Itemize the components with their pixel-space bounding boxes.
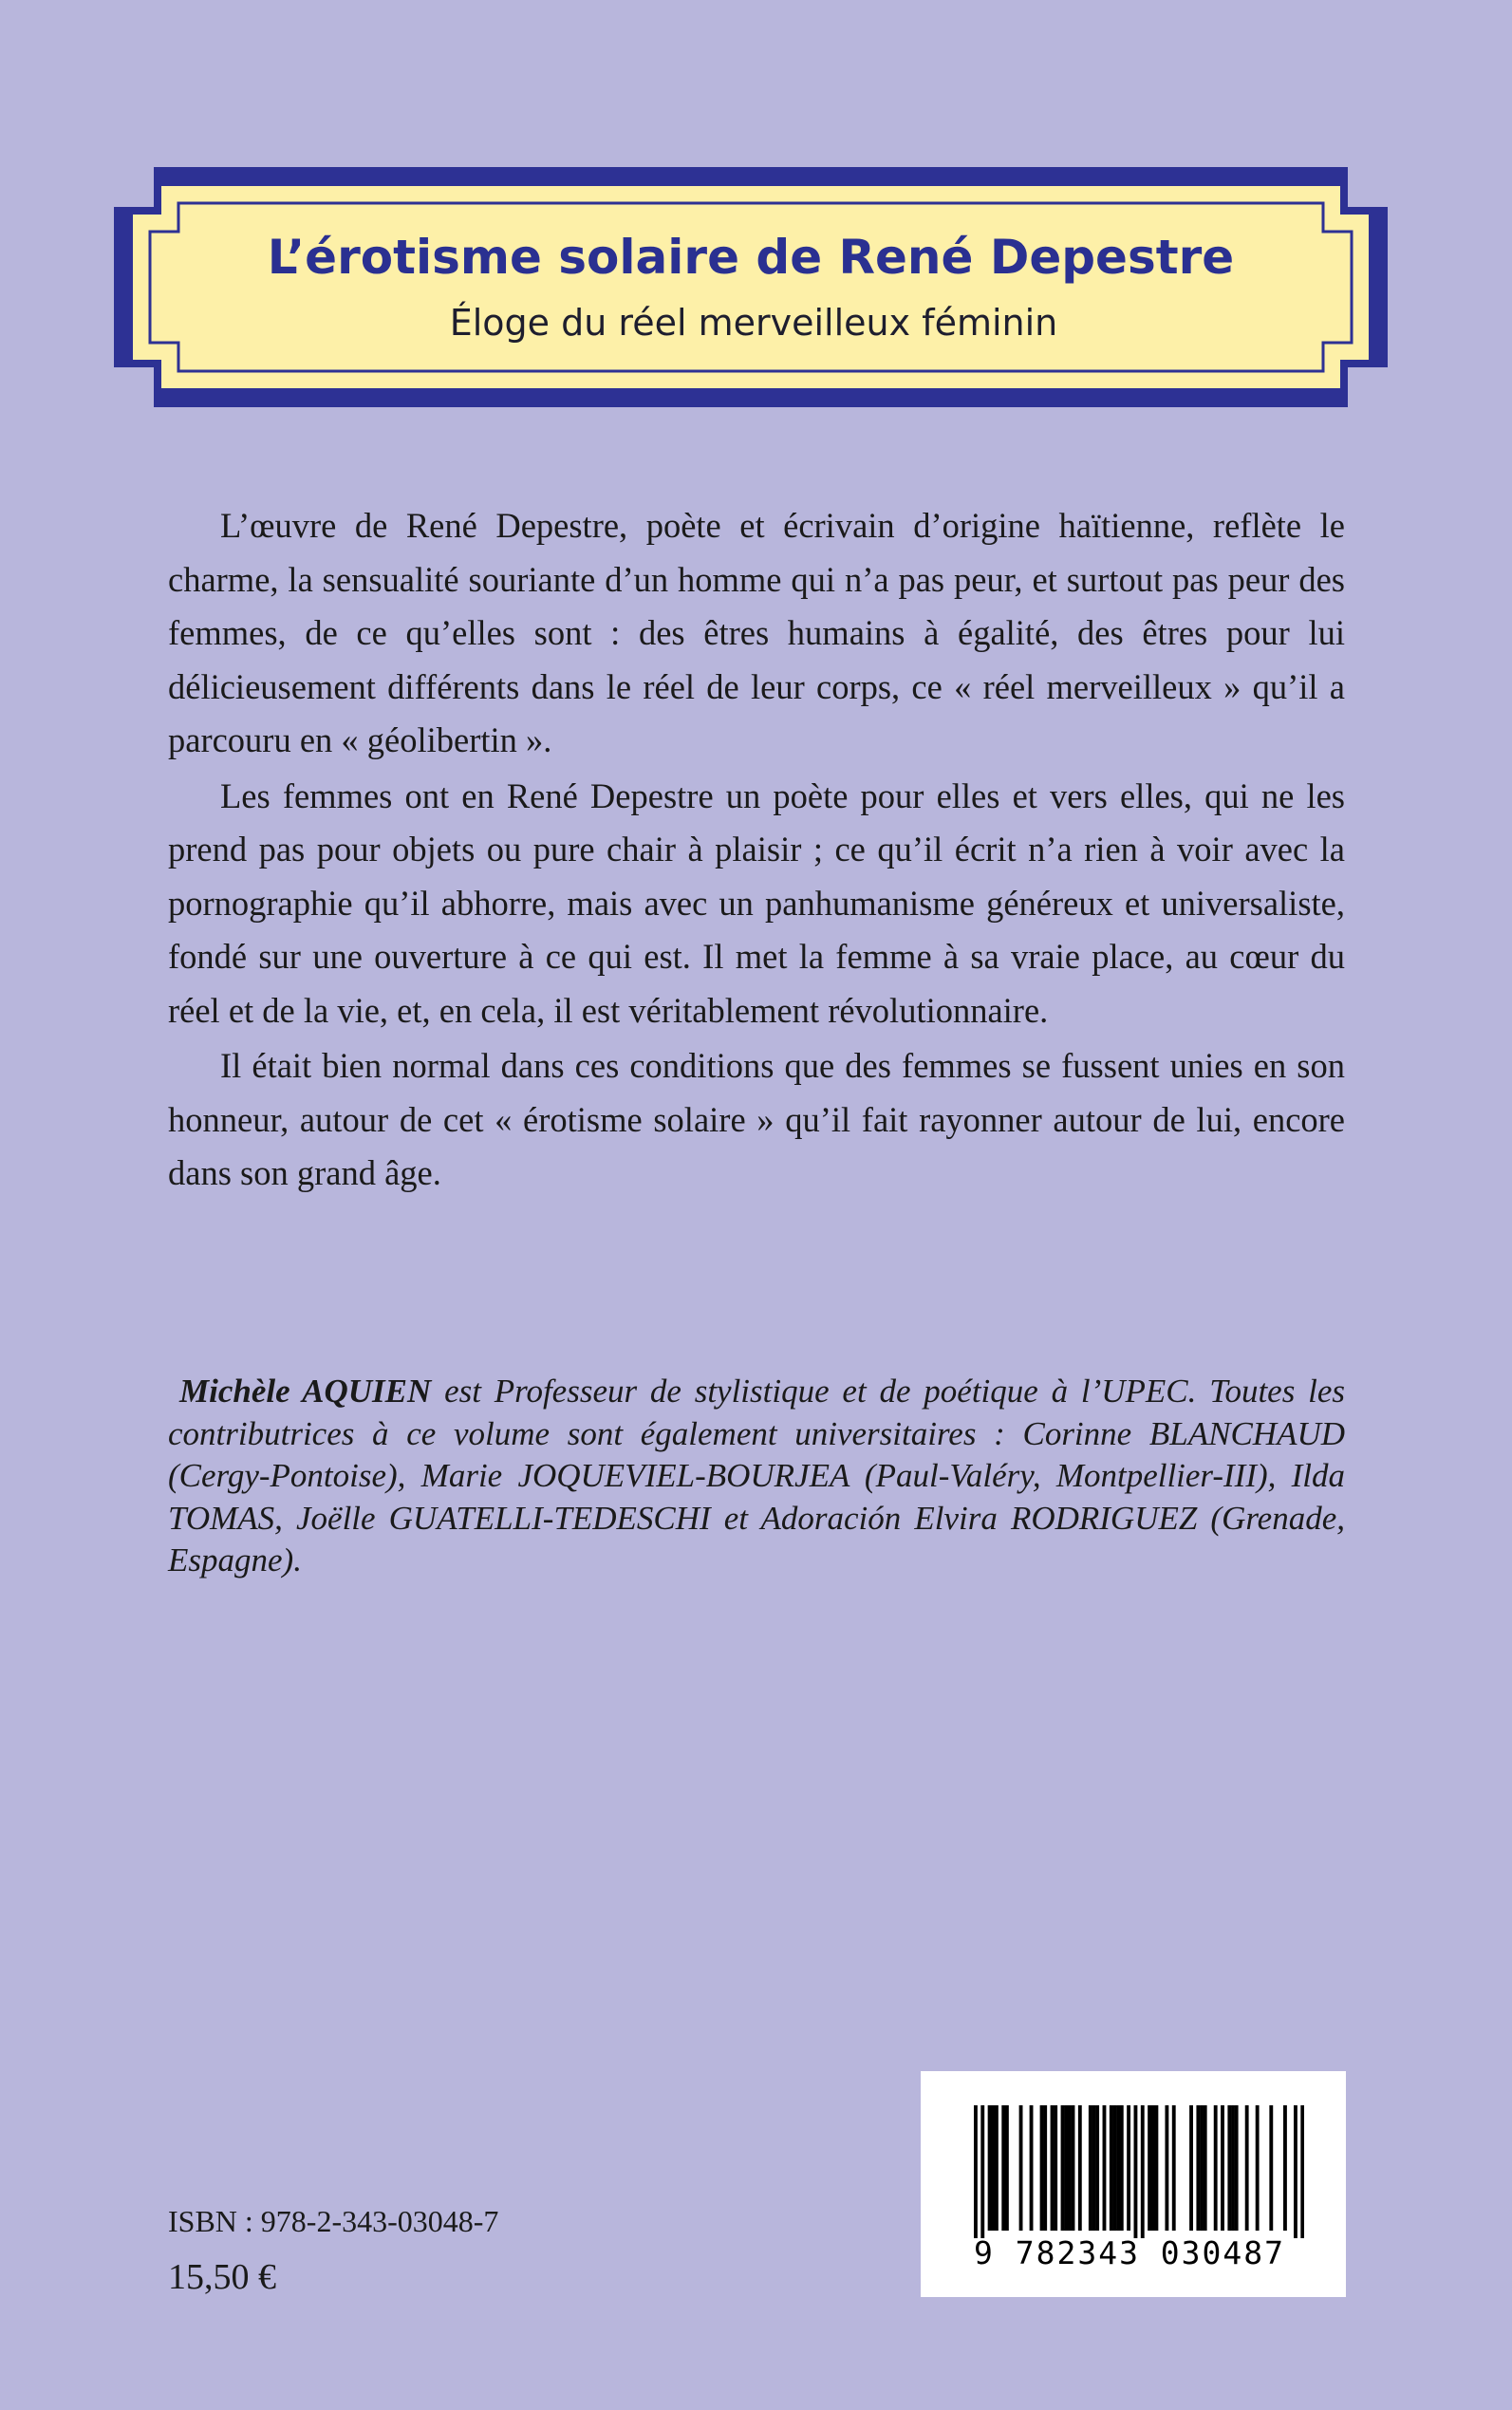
isbn: ISBN : 978-2-343-03048-7 [168,2204,499,2238]
barcode-bar [1235,2105,1239,2231]
barcode-bar [1113,2105,1117,2231]
author-note-paragraph [168,1371,1345,1582]
author-name: Michèle AQUIEN [179,1373,432,1410]
barcode-bar [1227,2105,1231,2231]
barcode-icon [974,2105,1304,2238]
title-block [133,186,1369,388]
barcode-bar [1134,2105,1138,2238]
barcode-bar [991,2105,995,2231]
barcode-bar [1068,2105,1072,2231]
barcode-bar [980,2105,984,2238]
barcode-bar [1054,2105,1057,2231]
blurb-paragraph: L’œuvre de René Depestre, poète et écrivain d’origine haïtienne, reflète le charme, la sensualité souriante d’un homme qui n’a pas peur, et surtout pas peur des femmes, de ce qu’elles sont : des êtres humains à égalité, des êtres pour lui délicieusement différents dans le réel de leur corps, ce « réel merveilleux » qu’il a parcouru en « géolibertin ». [168,506,1345,759]
barcode-bar [1019,2105,1023,2231]
blurb-paragraph: Il était bien normal dans ces conditions que des femmes se fussent unies en son honneur, autour de cet « érotisme solaire » qu’il fait rayonner autour de lui, encore dans son grand âge. [168,1046,1345,1192]
author-note [168,1371,1345,1582]
barcode-bar [1092,2105,1096,2231]
barcode-bar [1110,2105,1113,2231]
barcode-bar [1078,2105,1082,2231]
barcode-bar [1001,2105,1005,2231]
barcode-bar [1051,2105,1055,2231]
barcode-bar [1148,2105,1151,2231]
barcode-bar [1204,2105,1207,2231]
book-title: L’érotisme solaire de René Depestre [267,230,1235,285]
barcode-bar [1043,2105,1047,2231]
barcode-bar [1116,2105,1120,2231]
barcode-bar [1095,2105,1099,2231]
price: 15,50 € [168,2257,276,2297]
barcode-bar [1300,2105,1304,2238]
blurb-paragraph: Les femmes ont en René Depestre un poète pour elles et vers elles, qui ne les prend pas pour objets ou pure chair à plaisir ; ce qu’il écrit n’a rien à voir avec la pornographie qu’il abhorre, mais avec un panhumanisme généreux et universaliste, fondé sur une ouverture à ce qui est. Il met la femme à sa vraie place, au cœur du réel et de la vie, et, en cela, il est véritablement révolutionnaire. [168,775,1345,1030]
barcode-bar [1154,2105,1158,2231]
barcode-bar [1151,2105,1155,2231]
barcode-bar [1189,2105,1193,2231]
barcode-bar [1089,2105,1092,2231]
author-note-text: est Professeur de stylistique et de poétique à l’UPEC. Toutes les contributrices à ce volume sont également universitaires : Corinne BLANCHAUD (Cergy-Pontoise), Marie JOQUEVIEL-BOURJEA (Paul-Valéry, Montpellier-III), Ilda TOMAS, Joëlle GUATELLI-TEDESCHI et Adoración Elvira RODRIGUEZ (Grenade, Espagne). [168,1373,1345,1579]
barcode-bar [1141,2105,1145,2238]
barcode-bar [1127,2105,1130,2231]
book-subtitle: Éloge du réel merveilleux féminin [449,302,1058,344]
barcode-bar [1064,2105,1068,2231]
barcode-bar [1120,2105,1124,2231]
barcode-bar [988,2105,992,2231]
barcode-bar [1040,2105,1044,2231]
barcode-bar [1061,2105,1065,2231]
barcode-digits: 9 782343 030487 [974,2234,1286,2271]
barcode-bar [1172,2105,1176,2231]
barcode-bar [1165,2105,1168,2231]
barcode-bar [1072,2105,1075,2231]
barcode-bar [1294,2105,1297,2238]
barcode-bar [1200,2105,1204,2231]
barcode-bar [1030,2105,1034,2231]
barcode-bar [1221,2105,1224,2231]
barcode-bar [1245,2105,1249,2231]
barcode-bar [1214,2105,1218,2231]
barcode-bar [1256,2105,1260,2231]
barcode-bar [995,2105,999,2231]
blurb [168,499,1345,1203]
barcode [921,2071,1346,2297]
barcode-bar [1103,2105,1107,2231]
barcode-bar [1269,2105,1273,2231]
barcode-bar [1231,2105,1235,2231]
barcode-bar [1005,2105,1009,2231]
barcode-bar [974,2105,978,2238]
barcode-bar [1196,2105,1200,2231]
barcode-bar [1283,2105,1287,2231]
